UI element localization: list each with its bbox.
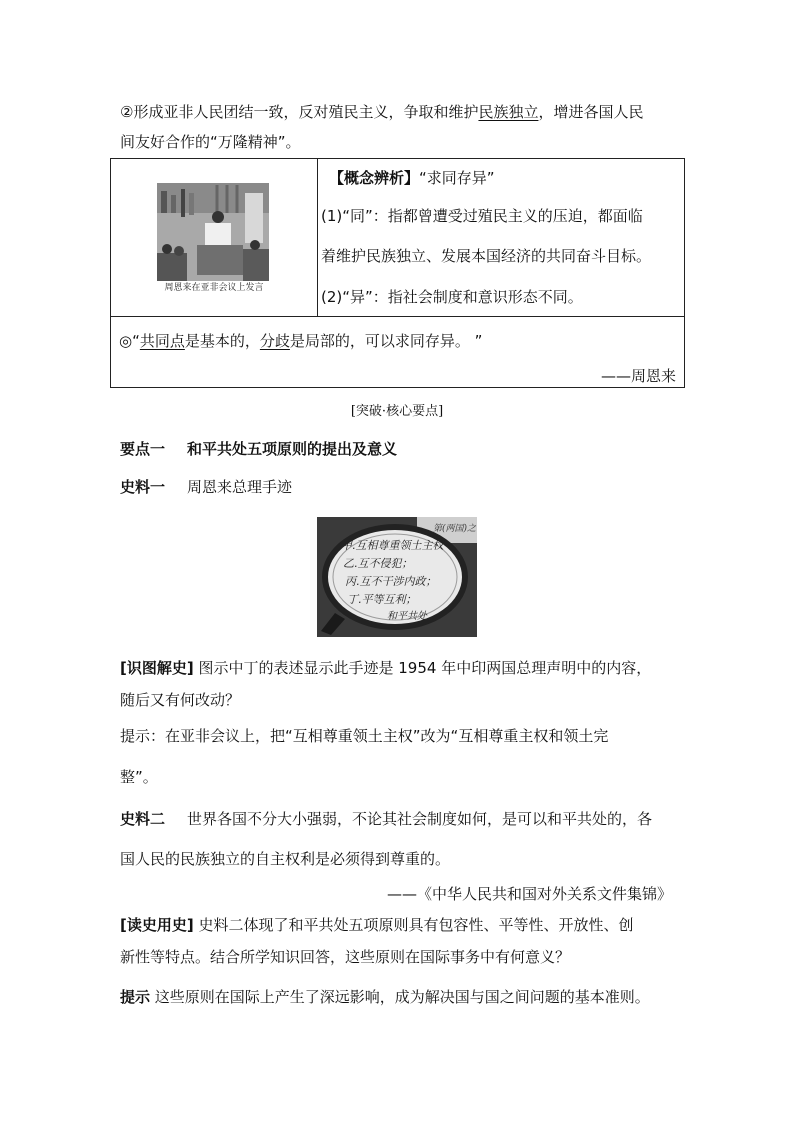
question-2-line-1	[120, 914, 634, 935]
source-2-line-2: 国人民的民族独立的自主权利是必须得到尊重的。	[120, 850, 451, 868]
concept-term: “求同存异”	[419, 169, 495, 187]
concept-label: 【概念辨析】	[329, 169, 420, 187]
photo-illustration	[157, 183, 269, 281]
question-1-line-2: 随后又有何改动？	[120, 691, 241, 709]
concept-heading	[329, 167, 495, 188]
concept-table	[110, 158, 685, 388]
question-2-line-2: 新性等特点。结合所学知识回答，这些原则在国际事务中有何意义？	[120, 948, 571, 966]
table-divider	[317, 159, 318, 316]
quote-text: 是局部的，可以求同存异。 ”	[289, 332, 483, 350]
question-1-line-1	[120, 657, 651, 678]
concept-item-1: (1)“同”：指都曾遭受过殖民主义的压迫，都面临	[321, 207, 643, 225]
question-tag: [读史用史]	[120, 916, 194, 934]
handwriting-line-3: 丙.互不干涉内政；	[345, 575, 437, 588]
source-2-citation: ——《中华人民共和国对外关系文件集锦》	[386, 885, 672, 903]
handwriting-line-4: 丁.平等互利；	[347, 593, 417, 606]
table-divider	[111, 316, 684, 317]
quote-text: 是基本的，	[184, 332, 260, 350]
hint-label: 提示	[120, 988, 151, 1006]
intro-text: ，增进各国人民	[538, 103, 644, 121]
handwriting-line-1: 甲.互相尊重领土主权	[341, 539, 444, 552]
point-heading	[120, 438, 397, 459]
underlined-term: 民族独立	[478, 103, 539, 121]
source-text: 世界各国不分大小强弱，不论其社会制度如何，是可以和平共处的，各	[187, 810, 653, 828]
handwriting-photo	[317, 517, 477, 637]
conference-photo	[157, 183, 269, 281]
source-label: 史料二	[120, 810, 166, 828]
source-label: 史料一	[120, 478, 166, 496]
hint-text: 这些原则在国际上产生了深远影响，成为解决国与国之间问题的基本准则。	[150, 988, 650, 1006]
question-tag: [识图解史]	[120, 659, 194, 677]
source-title: 周恩来总理手迹	[187, 478, 293, 496]
concept-item-1-cont: 着维护民族独立、发展本国经济的共同奋斗目标。	[321, 247, 652, 265]
point-title: 和平共处五项原则的提出及意义	[187, 440, 398, 458]
photo-caption: 周恩来在亚非会议上发言	[164, 283, 264, 293]
quote-author: ——周恩来	[600, 367, 676, 385]
intro-line-1	[120, 101, 643, 122]
source-1-heading	[120, 476, 292, 497]
hint-1-line-1: 提示：在亚非会议上，把“互相尊重领土主权”改为“互相尊重主权和领土完	[120, 727, 609, 745]
hint-1-line-2: 整”。	[120, 768, 158, 786]
section-title: [突破·核心要点]	[350, 404, 444, 419]
concept-item-2: (2)“异”：指社会制度和意识形态不同。	[321, 288, 583, 306]
point-label: 要点一	[120, 440, 166, 458]
question-text: 图示中丁的表述显示此手迹是 1954 年中印两国总理声明中的内容，	[193, 659, 652, 677]
corner-note: 第(两国)之	[433, 524, 477, 534]
hint-2	[120, 986, 650, 1007]
question-text: 史料二体现了和平共处五项原则具有包容性、平等性、开放性、创	[193, 916, 634, 934]
underlined-term: 共同点	[139, 332, 185, 350]
quote-text: ◎“	[119, 332, 140, 350]
intro-text: ②形成亚非人民团结一致，反对殖民主义，争取和维护	[120, 103, 479, 121]
handwriting-line-5: 和平共处	[387, 611, 427, 622]
intro-line-2: 间友好合作的“万隆精神”。	[120, 133, 301, 151]
source-2-line-1	[120, 808, 652, 829]
underlined-term: 分歧	[259, 332, 290, 350]
zhou-quote	[119, 330, 482, 351]
handwriting-line-2: 乙.互不侵犯；	[343, 557, 413, 570]
